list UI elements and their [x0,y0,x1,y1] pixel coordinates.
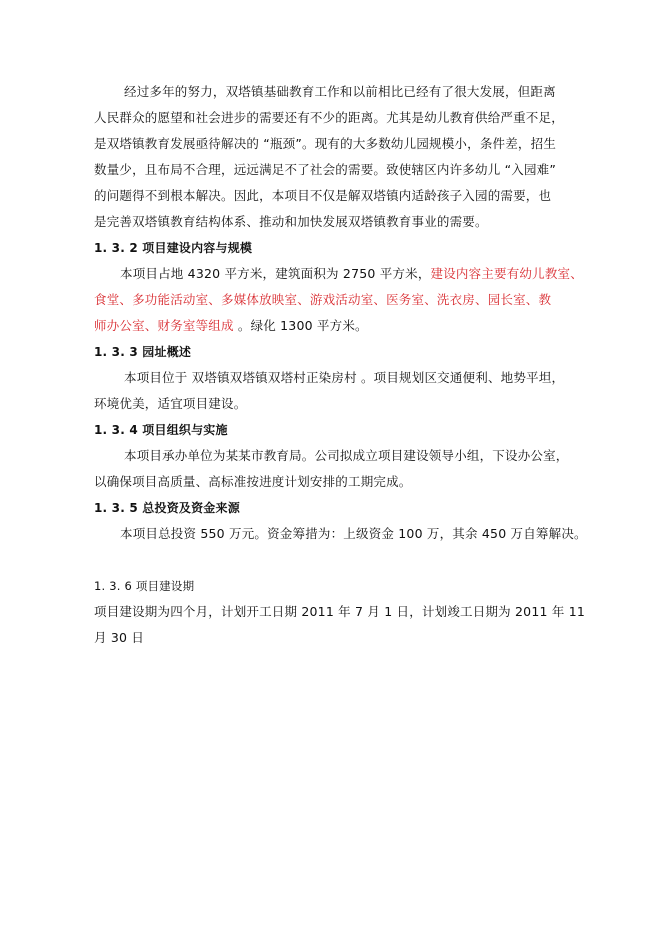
section-136-line-1: 项目建设期为四个月，计划开工日期 2011 年 7 月 1 日，计划竣工日期为 2011 年 11 [94,604,585,619]
section-132-line-3-suffix: 。绿化 1300 平方米。 [233,318,368,333]
intro-line-2: 人民群众的愿望和社会进步的需要还有不少的距离。尤其是幼儿教育供给严重不足， [94,110,564,125]
section-132-line-3-highlight: 师办公室、财务室等组成 [94,318,234,333]
section-132-line-1-highlight: 建设内容主要有幼儿教室、 [430,266,583,281]
intro-line-4: 数量少，且布局不合理，远远满足不了社会的需要。致使辖区内许多幼儿 “入园难” [94,162,557,177]
section-135-heading: 1. 3. 5 总投资及资金来源 [94,501,240,515]
intro-line-1: 经过多年的努力，双塔镇基础教育工作和以前相比已经有了很大发展，但距离 [124,84,556,99]
intro-line-3: 是双塔镇教育发展亟待解决的 “瓶颈”。现有的大多数幼儿园规模小，条件差，招生 [94,136,557,151]
section-135-line-1: 本项目总投资 550 万元。资金筹措为：上级资金 100 万，其余 450 万自筹解决。 [120,526,587,541]
section-136-heading: 1. 3. 6 项目建设期 [94,579,195,593]
section-132-line-2: 食堂、多功能活动室、多媒体放映室、游戏活动室、医务室、洗衣房、园长室、教 [94,292,552,307]
section-132-line-1-prefix: 本项目占地 4320 平方米，建筑面积为 2750 平方米， [120,266,431,281]
section-134-line-2: 以确保项目高质量、高标准按进度计划安排的工期完成。 [94,474,412,489]
section-134-heading: 1. 3. 4 项目组织与实施 [94,423,228,437]
section-136-line-2: 月 30 日 [94,630,145,645]
section-134-line-1: 本项目承办单位为某某市教育局。公司拟成立项目建设领导小组，下设办公室， [124,448,569,463]
section-132-line-1 [120,266,583,282]
section-133-heading: 1. 3. 3 园址概述 [94,345,192,359]
intro-line-5: 的问题得不到根本解决。因此，本项目不仅是解双塔镇内适龄孩子入园的需要，也 [94,188,552,203]
section-133-line-1: 本项目位于 双塔镇双塔镇双塔村正染房村 。项目规划区交通便利、地势平坦， [124,370,565,385]
section-133-line-2: 环境优美，适宜项目建设。 [94,396,247,411]
intro-line-6: 是完善双塔镇教育结构体系、推动和加快发展双塔镇教育事业的需要。 [94,214,488,229]
section-132-line-3 [94,318,368,334]
section-132-heading: 1. 3. 2 项目建设内容与规模 [94,241,253,255]
